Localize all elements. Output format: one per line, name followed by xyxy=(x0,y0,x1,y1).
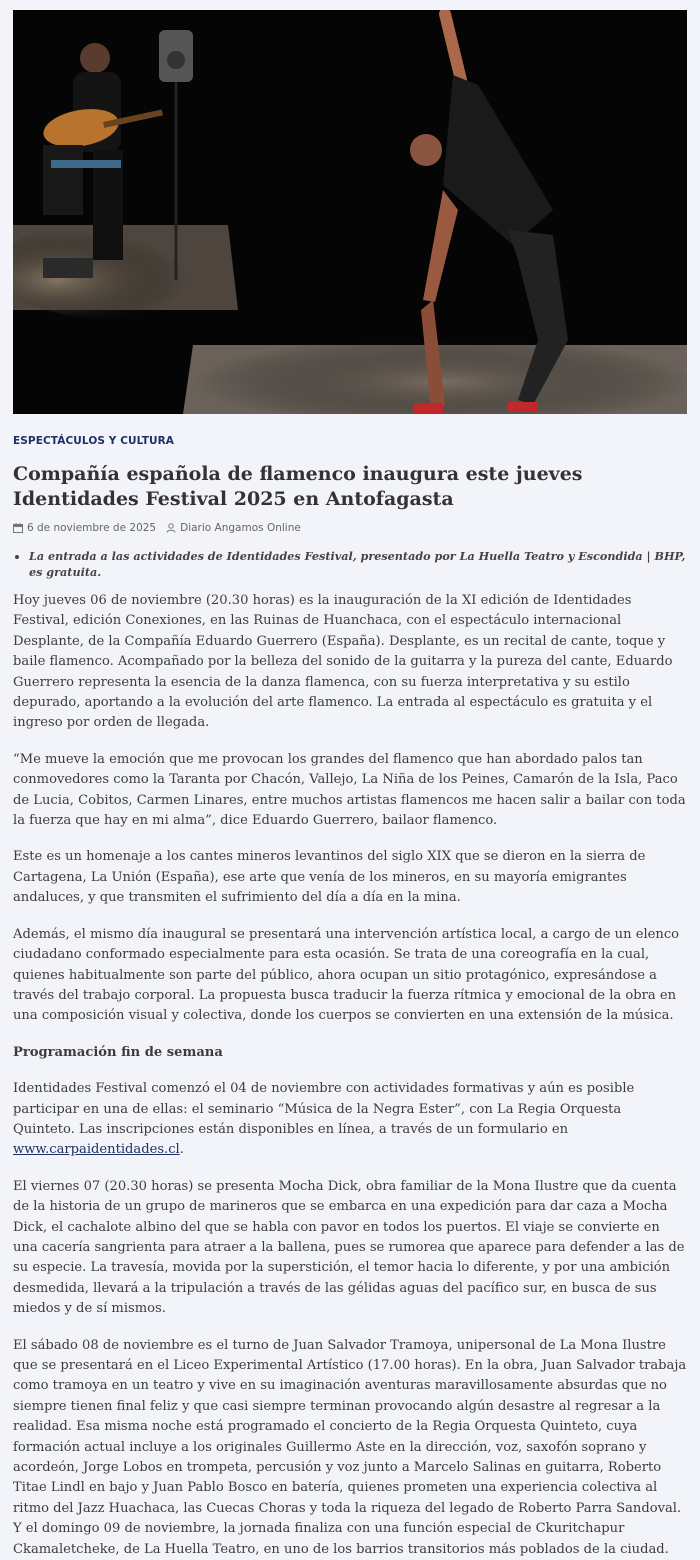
paragraph: Este es un homenaje a los cantes mineros levantinos del siglo XIX que se dieron en la sierra de Cartagena, La Unión (España), ese arte que venía de los mineros, en su mayoría emigrantes andaluces, y que transmiten el sufrimiento del día a día en la mina. xyxy=(13,849,646,906)
paragraph: Hoy jueves 06 de noviembre (20.30 horas) es la inauguración de la XI edición de Identidades Festival, edición Conexiones, en las Ruinas de Huanchaca, con el espectáculo internacional Desplante, de la Compañía Eduardo Guerrero (España). Desplante, es un recital de cante, toque y baile flamenco. Acompañado por la belleza del sonido de la guitarra y la pureza del cante, Eduardo Guerrero representa la esencia de la danza flamenca, con su fuerza interpretativa y su estilo depurado, aportando a la evolución del arte flamenco. La entrada al espectáculo es gratuita y el ingreso por orden de llegada. xyxy=(13,593,673,731)
paragraph: Además, el mismo día inaugural se presentará una intervención artística local, a cargo de un elenco ciudadano conformado especialmente para esta ocasión. Se trata de una coreografía en la cual, quienes habitualmente son parte del público, ahora ocupan un sitio protagónico, expresándose a través del trabajo corporal. La propuesta busca traducir la fuerza rítmica y emocional de la obra en una composición visual y colectiva, donde los cuerpos se convierten en una extensión de la música. xyxy=(13,926,680,1024)
article-category[interactable]: ESPECTÁCULOS Y CULTURA xyxy=(13,435,175,447)
article-date: 6 de noviembre de 2025 xyxy=(27,522,157,534)
paragraph: “Me mueve la emoción que me provocan los grandes del flamenco que han abordado palos tan conmovedores como la Taranta por Chacón, Vallejo, La Niña de los Peines, Camarón de la Isla, Paco de Lucia, Cobitos, Carmen Linares, entre muchos artistas flamencos me hacen salir a bailar con toda la fuerza que hay en mi alma”, dice Eduardo Guerrero, bailaor flamenco. xyxy=(13,751,686,829)
highlights-list xyxy=(13,548,687,580)
paragraph: El sábado 08 de noviembre es el turno de Juan Salvador Tramoya, unipersonal de La Mona Ilustre que se presentará en el Liceo Experimental Artístico (17.00 horas). En la obra, Juan Salvador trabaja como tramoya en un teatro y vive en su imaginación aventuras maravillosamente absurdas que no siempre tienen final feliz y que casi siempre terminan provocando algún desastre al regresar a la realidad. Esa misma noche está programado el concierto de la Regia Orquesta Quinteto, cuya formación actual incluye a los originales Guillermo Aste en la dirección, voz, saxofón soprano y acordeón, Jorge Lobos en trompeta, percusión y voz junto a Marcelo Salinas en guitarra, Roberto Titae Lindl en bajo y Juan Pablo Bosco en batería, quienes prometen una experiencia colectiva al ritmo del Jazz Huachaca, las Cuecas Choras y toda la riqueza del legado de Roberto Parra Sandoval. Y el domingo 09 de noviembre, la jornada finaliza con una función especial de Ckuritchapur Ckamaletcheke, de La Huella Teatro, en uno de los barrios transitorios más poblados de la ciudad. xyxy=(13,1337,687,1557)
flamenco-stage-illustration xyxy=(13,10,687,414)
paragraph: El viernes 07 (20.30 horas) se presenta Mocha Dick, obra familiar de la Mona Ilustre que da cuenta de la historia de un grupo de marineros que se embarca en una expedición para dar caza a Mocha Dick, el cachalote albino del que se habla con pavor en todos los puertos. El viaje se convierte en una cacería sangrienta para atraer a la ballena, pues se rumorea que aparece para defender a las de su especie. La travesía, movida por la superstición, el temor hacia lo diferente, y por una ambición desmedida, llevará a la tripulación a través de las gélidas aguas del pacífico sur, en busca de sus miedos y de sí mismos. xyxy=(13,1178,685,1317)
paragraph-text: Identidades Festival comenzó el 04 de noviembre con actividades formativas y aún es posible participar en una de ellas: el seminario “Música de la Negra Ester”, con La Regia Orquesta Quinteto. Las inscripciones están disponibles en línea, a través de un formulario en xyxy=(13,1081,635,1137)
paragraph xyxy=(13,1079,687,1161)
article-author[interactable]: Diario Angamos Online xyxy=(180,522,301,534)
article-title: Compañía española de flamenco inaugura este jueves Identidades Festival 2025 en Antofagasta xyxy=(13,463,583,510)
paragraph-text-end: . xyxy=(179,1142,184,1158)
section-subheading: Programación fin de semana xyxy=(13,1044,223,1060)
festival-website-link[interactable]: www.carpaidentidades.cl xyxy=(13,1142,180,1158)
hero-photo xyxy=(13,10,687,414)
calendar-icon xyxy=(13,523,23,533)
article-meta xyxy=(13,522,687,534)
highlight-item: • La entrada a las actividades de Identidades Festival, presentado por La Huella Teatro y Escondida | BHP, es gratuita. xyxy=(29,548,687,580)
user-icon xyxy=(166,523,176,533)
